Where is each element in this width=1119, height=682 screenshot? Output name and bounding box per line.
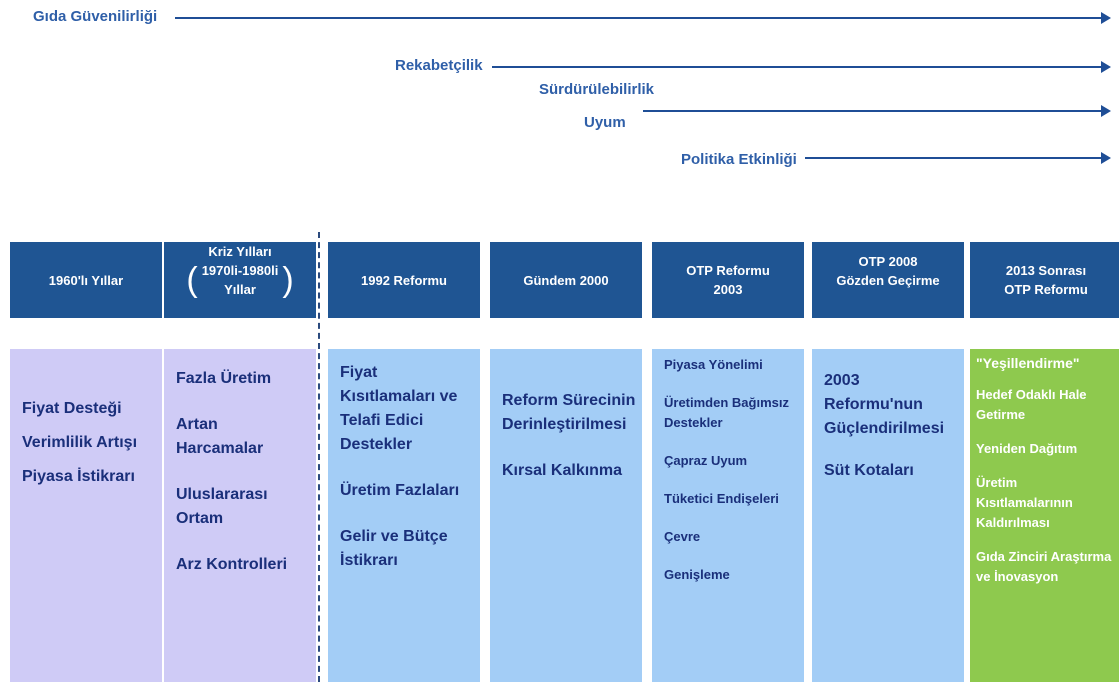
list-item: Genişleme	[664, 567, 730, 582]
period-header-agenda-2000: Gündem 2000	[490, 242, 642, 318]
objective-food-safety: Gıda Güvenilirliği	[33, 8, 158, 25]
list-item: Uluslararası Ortam	[176, 486, 268, 527]
list-item: Reform Sürecinin Derinleştirilmesi	[502, 392, 636, 433]
paren-open: (	[186, 261, 198, 299]
list-item: Süt Kotaları	[824, 462, 914, 479]
list-item: Kırsal Kalkınma	[502, 462, 623, 479]
list-item: Fiyat Kısıtlamaları ve Telafi Edici Destekler	[340, 364, 458, 453]
objective-harmony: Uyum	[584, 114, 626, 131]
period-body-crisis-years	[164, 349, 316, 682]
period-header-1992-reform: 1992 Reformu	[328, 242, 480, 318]
period-header-post-2013: 2013 Sonrası OTP Reformu	[970, 242, 1119, 318]
list-item: Fazla Üretim	[176, 370, 272, 387]
list-item: "Yeşillendirme"	[976, 355, 1080, 371]
period-body-otp-2008	[812, 349, 964, 682]
period-body-post-2013	[970, 349, 1119, 682]
list-item: Üretimden Bağımsız Destekler	[664, 395, 789, 430]
list-item: Artan Harcamalar	[176, 416, 264, 457]
list-item: Gelir ve Bütçe İstikrarı	[340, 528, 448, 569]
list-item: Yeniden Dağıtım	[976, 441, 1078, 456]
period-divider	[318, 232, 320, 682]
period-header-1960s: 1960'lı Yıllar	[10, 242, 162, 318]
arrow-food-safety	[175, 17, 1109, 19]
objective-sustainability: Sürdürülebilirlik	[539, 81, 655, 98]
list-item: Verimlilik Artışı	[22, 434, 138, 451]
period-body-1960s	[10, 349, 162, 682]
list-item: Tüketici Endişeleri	[664, 491, 779, 506]
list-item: Çapraz Uyum	[664, 453, 748, 468]
objective-competitiveness: Rekabetçilik	[395, 57, 483, 74]
period-body-otp-2003	[652, 349, 804, 682]
list-item: Hedef Odaklı Hale Getirme	[976, 387, 1087, 422]
arrow-sustainability	[643, 110, 1109, 112]
list-item: 2003 Reformu'nun Güçlendirilmesi	[824, 372, 945, 437]
list-item: Gıda Zinciri Araştırma ve İnovasyon	[976, 549, 1112, 584]
list-item: Piyasa İstikrarı	[22, 468, 135, 485]
list-item: Üretim Kısıtlamalarının Kaldırılması	[976, 475, 1073, 530]
list-item: Üretim Fazlaları	[340, 482, 460, 499]
arrow-competitiveness	[492, 66, 1109, 68]
list-item: Çevre	[664, 529, 701, 544]
objective-policy-effectiveness: Politika Etkinliği	[681, 151, 797, 168]
paren-close: )	[282, 261, 294, 299]
list-item: Fiyat Desteği	[22, 400, 122, 417]
period-header-otp-2008: OTP 2008 Gözden Geçirme	[812, 242, 964, 318]
period-header-otp-2003: OTP Reformu 2003	[652, 242, 804, 318]
arrow-policy-effectiveness	[805, 157, 1109, 159]
period-body-agenda-2000	[490, 349, 642, 682]
period-body-1992-reform	[328, 349, 480, 682]
list-item: Piyasa Yönelimi	[664, 357, 763, 372]
period-header-crisis-years: Kriz Yılları ( 1970li-1980li Yıllar )	[164, 242, 316, 318]
list-item: Arz Kontrolleri	[176, 556, 288, 573]
